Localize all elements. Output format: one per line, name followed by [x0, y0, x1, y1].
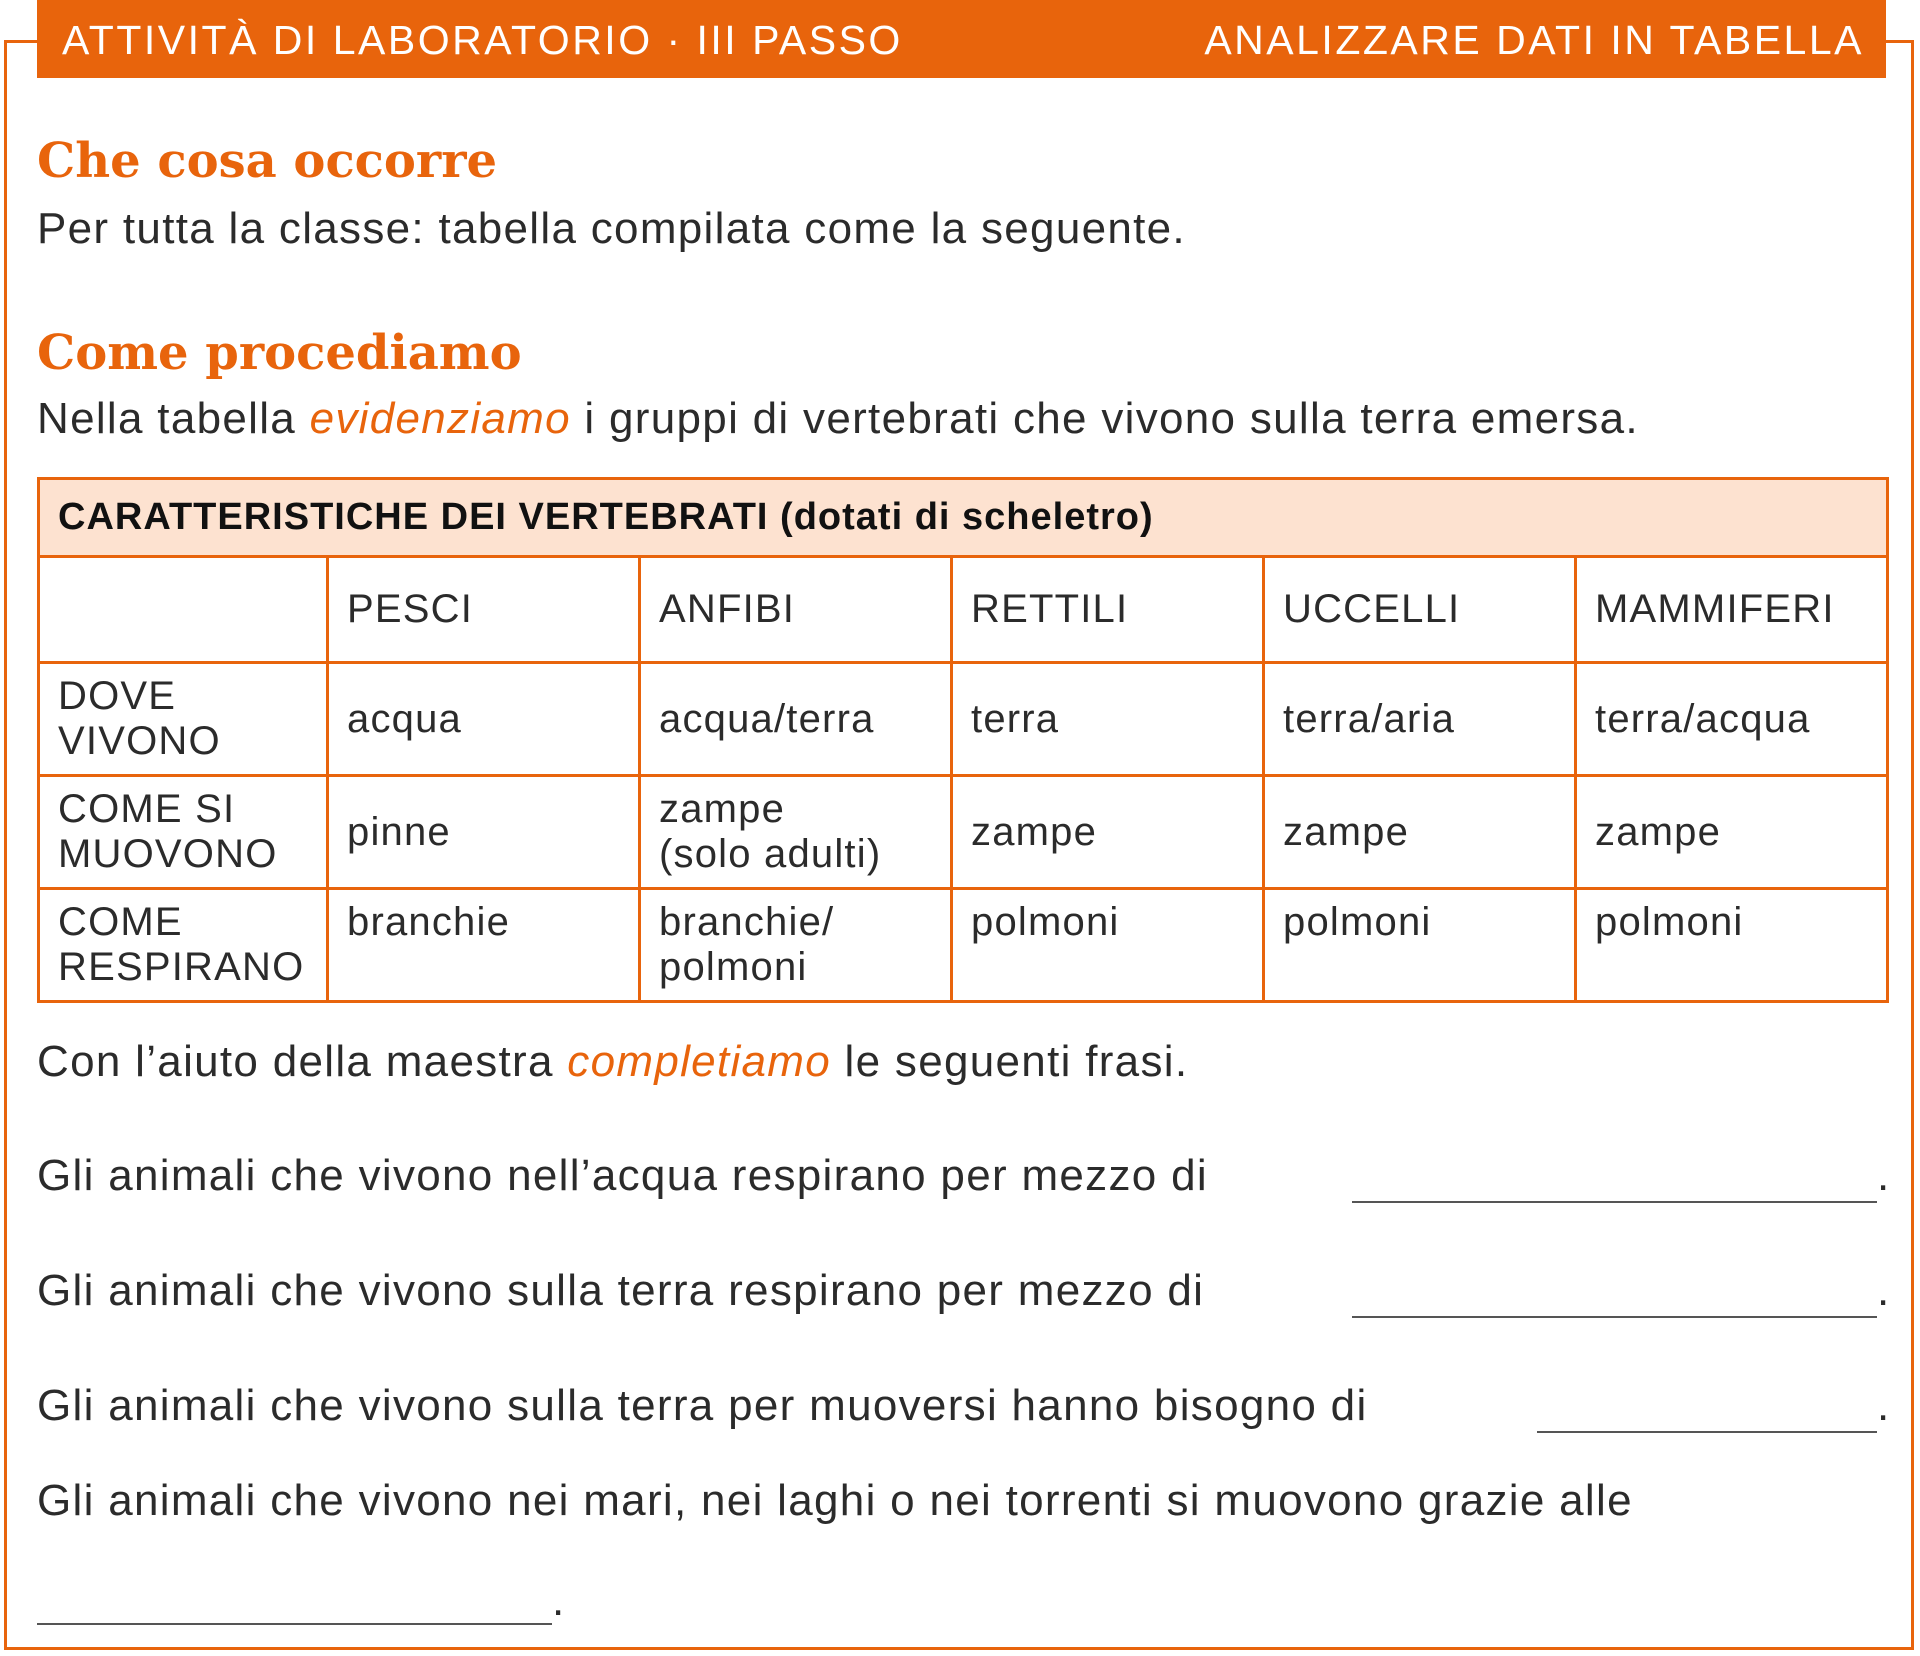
table-cell	[1264, 663, 1576, 776]
table-cell	[1576, 889, 1888, 1002]
table-title-main: CARATTERISTICHE DEI VERTEBRATI	[58, 496, 769, 538]
row-label-line: COME SI	[58, 787, 236, 831]
column-header	[39, 557, 328, 663]
row-label-line: COME	[58, 900, 183, 944]
answer-blank-4[interactable]	[37, 1623, 552, 1625]
procedure-text-after: i gruppi di vertebrati che vivono sulla terra emersa.	[570, 394, 1639, 443]
cell-line: acqua	[347, 696, 462, 741]
materials-text: Per tutta la classe: tabella compilata come la seguente.	[37, 204, 1186, 253]
table-cell	[328, 776, 640, 889]
column-header: PESCI	[328, 557, 640, 663]
table-cell	[1264, 776, 1576, 889]
sentence-1: Gli animali che vivono nell’acqua respirano per mezzo di	[37, 1151, 1208, 1200]
cell-line: acqua/terra	[659, 696, 875, 741]
instruction-text-after: le seguenti frasi.	[831, 1037, 1189, 1086]
row-label-line: MUOVONO	[58, 832, 278, 876]
answer-blank-2[interactable]	[1352, 1316, 1877, 1318]
table-cell	[952, 663, 1264, 776]
cell-line: branchie	[347, 900, 511, 944]
cell-line: polmoni	[971, 900, 1120, 944]
banner-topic-label: ANALIZZARE DATI IN TABELLA	[1204, 17, 1864, 63]
row-label-line: DOVE	[58, 674, 177, 718]
table-row	[39, 663, 1888, 776]
table-cell	[1576, 776, 1888, 889]
cell-line: polmoni	[659, 945, 808, 989]
sentence-3: Gli animali che vivono sulla terra per muoversi hanno bisogno di	[37, 1381, 1368, 1430]
sentence-period: .	[1877, 1381, 1890, 1430]
sentence-period: .	[552, 1576, 565, 1625]
row-label	[39, 663, 328, 776]
cell-line: pinne	[347, 809, 451, 854]
table-row	[39, 889, 1888, 1002]
cell-line: zampe	[971, 809, 1098, 854]
cell-line: terra/acqua	[1595, 696, 1811, 741]
cell-line: polmoni	[1595, 900, 1744, 944]
procedure-text	[37, 394, 1639, 444]
cell-line: terra/aria	[1283, 696, 1456, 741]
table-cell	[640, 663, 952, 776]
table-cell	[640, 776, 952, 889]
sentence-4: Gli animali che vivono nei mari, nei laghi o nei torrenti si muovono grazie alle	[37, 1476, 1633, 1525]
cell-line: terra	[971, 696, 1060, 741]
column-header: MAMMIFERI	[1576, 557, 1888, 663]
cell-line: zampe	[1283, 809, 1410, 854]
sentence-period: .	[1877, 1266, 1890, 1315]
table-cell	[328, 663, 640, 776]
table-cell	[952, 776, 1264, 889]
column-header: RETTILI	[952, 557, 1264, 663]
instruction-emphasis: completiamo	[567, 1037, 832, 1086]
instruction-text	[37, 1037, 1188, 1087]
column-header: UCCELLI	[1264, 557, 1576, 663]
answer-blank-1[interactable]	[1352, 1201, 1877, 1203]
table-title-note: (dotati di scheletro)	[768, 496, 1154, 538]
row-label	[39, 776, 328, 889]
table-cell	[640, 889, 952, 1002]
table-cell	[952, 889, 1264, 1002]
heading-che-cosa-occorre: Che cosa occorre	[37, 133, 498, 189]
table-title	[39, 479, 1888, 557]
answer-blank-3[interactable]	[1537, 1431, 1877, 1433]
banner-activity-label: ATTIVITÀ DI LABORATORIO · III PASSO	[62, 17, 903, 63]
column-header: ANFIBI	[640, 557, 952, 663]
heading-come-procediamo: Come procediamo	[37, 325, 522, 381]
vertebrates-table	[37, 477, 1889, 1003]
cell-line: zampe	[659, 787, 786, 831]
procedure-emphasis: evidenziamo	[309, 394, 571, 443]
cell-line: polmoni	[1283, 900, 1432, 944]
procedure-text-before: Nella tabella	[37, 394, 310, 443]
table-row	[39, 776, 1888, 889]
instruction-text-before: Con l’aiuto della maestra	[37, 1037, 568, 1086]
table-header-row	[39, 557, 1888, 663]
row-label-line: RESPIRANO	[58, 945, 305, 989]
sentence-2: Gli animali che vivono sulla terra respirano per mezzo di	[37, 1266, 1205, 1315]
header-banner	[37, 0, 1886, 78]
sentence-period: .	[1877, 1151, 1890, 1200]
table-cell	[328, 889, 640, 1002]
cell-line: branchie/	[659, 900, 835, 944]
row-label-line: VIVONO	[58, 719, 221, 763]
table-cell	[1576, 663, 1888, 776]
cell-line: (solo adulti)	[659, 832, 882, 876]
row-label	[39, 889, 328, 1002]
cell-line: zampe	[1595, 809, 1722, 854]
table-cell	[1264, 889, 1576, 1002]
